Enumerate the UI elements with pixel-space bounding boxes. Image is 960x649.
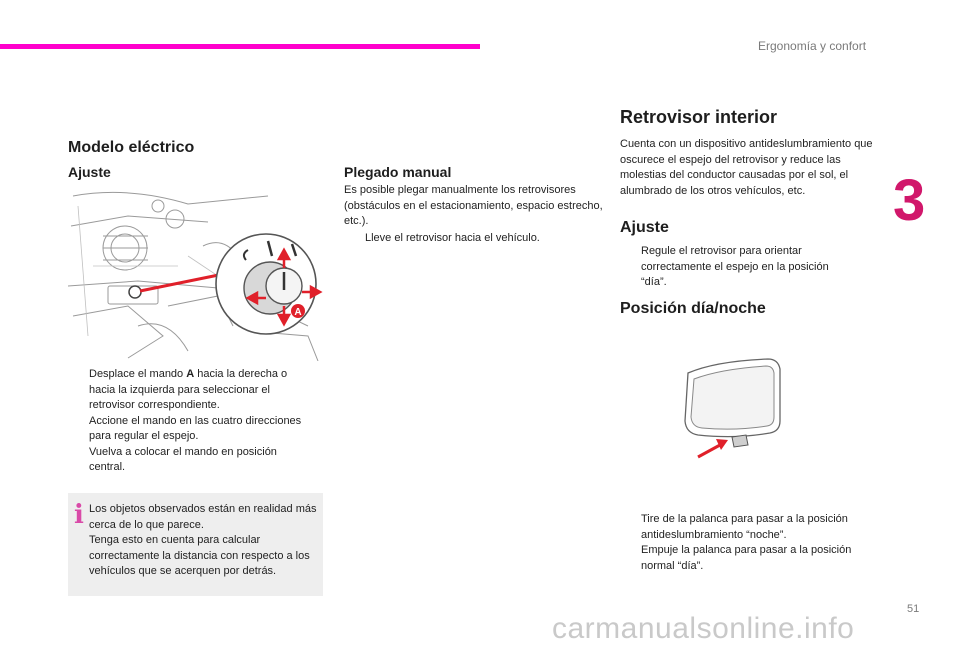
heading-plegado-manual: Plegado manual <box>344 164 452 180</box>
header-accent-bar <box>0 44 480 49</box>
page-number: 51 <box>907 603 920 615</box>
subheading-ajuste-right: Ajuste <box>620 219 669 236</box>
info-icon: i <box>74 500 84 530</box>
list-item: Lleve el retrovisor hacia el vehículo. <box>365 232 540 244</box>
list-item: Tire de la palanca para pasar a la posición antideslumbramiento “noche”. <box>641 513 848 541</box>
bullet-list-middle <box>344 231 604 247</box>
heading-modelo-electrico: Modelo eléctrico <box>68 139 195 156</box>
list-item: Accione el mando en las cuatro direcciones para regular el espejo. <box>89 414 302 442</box>
list-item: Empuje la palanca para pasar a la posición normal “día”. <box>641 544 852 572</box>
watermark: carmanualsonline.info <box>552 612 855 645</box>
subheading-ajuste-left: Ajuste <box>68 164 111 180</box>
list-item: Desplace el mando A hacia la derecha o hacia la izquierda para seleccionar el retrovisor correspondiente. <box>89 368 288 411</box>
mirror-control-illustration <box>68 186 323 361</box>
plegado-body: Es posible plegar manualmente los retrovisores (obstáculos en el estacionamiento, espacio estrecho, etc.). <box>344 184 603 227</box>
section-title: Ergonomía y confort <box>758 39 867 53</box>
chapter-number: 3 <box>893 168 926 233</box>
bullet-list-ajuste <box>620 244 855 291</box>
figure-label-a: A <box>294 307 302 318</box>
subheading-posicion-dia-noche: Posición día/noche <box>620 300 766 317</box>
bullet-list-left <box>68 367 303 476</box>
list-item: Vuelva a colocar el mando en posición central. <box>89 445 277 473</box>
list-item: Regule el retrovisor para orientar correctamente el espejo en la posición “día”. <box>641 245 829 288</box>
heading-retrovisor-interior: Retrovisor interior <box>620 107 778 127</box>
rearview-mirror-illustration <box>676 355 786 465</box>
retrovisor-body: Cuenta con un dispositivo antideslumbramiento que oscurece el espejo del retrovisor y reduce las molestias del conductor causadas por el sol, el alumbrado de los otros vehículos, etc. <box>620 138 873 197</box>
info-note-box <box>68 493 323 596</box>
note-text: Los objetos observados están en realidad más cerca de lo que parece. Tenga esto en cuenta para calcular correctamente la distancia con respecto a los vehículos que se acerquen por detrás. <box>89 503 317 577</box>
bullet-list-dia-noche <box>620 512 882 574</box>
